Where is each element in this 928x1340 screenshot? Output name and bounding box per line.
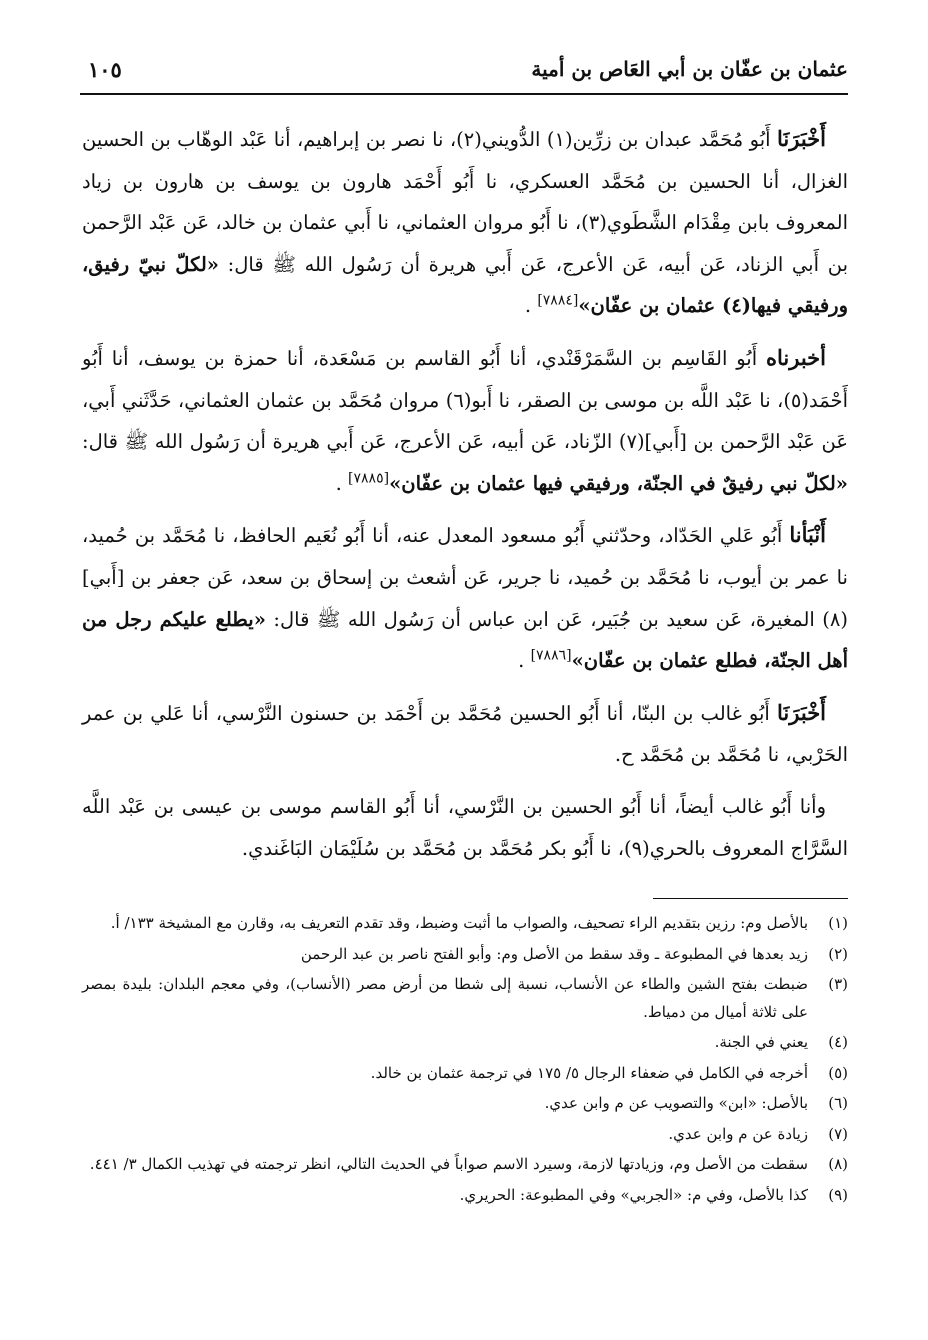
footnote-text: بالأصل: «ابن» والتصويب عن م وابن عدي. <box>544 1094 808 1112</box>
hadith-number: [٧٨٨٤] <box>537 292 579 309</box>
footnote-text: زيد بعدها في المطبوعة ـ وقد سقط من الأصل وم: وأبو الفتح ناصر بن عبد الرحمن <box>300 944 808 963</box>
footnote <box>82 1029 848 1057</box>
footnote-text: زيادة عن م وابن عدي. <box>668 1124 808 1143</box>
footnote-text: كذا بالأصل، وفي م: «الجربي» وفي المطبوعة: الحريري. <box>459 1185 808 1204</box>
paragraph-3 <box>82 514 848 681</box>
footnote <box>82 1060 848 1088</box>
footnote <box>82 941 848 969</box>
footnote <box>82 1182 848 1210</box>
paragraph-end: . <box>518 649 525 673</box>
footnote-divider <box>653 898 848 899</box>
footnote <box>82 1121 848 1149</box>
footnote-number: (١) <box>828 914 848 932</box>
hadith-number: [٧٨٨٦] <box>530 647 572 664</box>
paragraph-2 <box>82 337 848 504</box>
footnote <box>82 1151 848 1179</box>
footnote-number: (٢) <box>828 944 848 963</box>
footnote <box>82 971 848 1026</box>
header-rule <box>80 93 848 95</box>
hadith-text: «لكلّ نبيّ رفيق، ورفيقي فيها(٤) عثمان بن عفّان» <box>82 252 848 318</box>
paragraph-end: . <box>335 471 342 495</box>
running-title: عثمان بن عفّان بن أبي العَاص بن أمية <box>531 57 848 81</box>
paragraph-end: . <box>524 294 532 318</box>
paragraph-5 <box>82 786 848 869</box>
paragraph-text: أَبُو القَاسِم بن السَّمَرْقَنْدي، أنا أَبُو القاسم بن مَسْعَدة، أنا حمزة بن يوسف، أنا أَبُو أَحْمَد(٥)، نا عَبْد اللَّه بن موسى بن الصقر، نا أَبو(٦) مروان مُحَمَّد بن عثمان العثماني، حَدَّثَني أَبي، عَن عَبْد الرَّحمن بن [أَبي](٧) الزّناد، عَن أبيه، عَن الأعرج، عَن أَبي هريرة أن رَسُول الله ﷺ قال: <box>82 346 848 454</box>
page-number: ١٠٥ <box>88 57 122 82</box>
footnotes <box>82 910 848 1212</box>
paragraph-4 <box>82 692 848 776</box>
footnote-number: (٣) <box>828 975 848 993</box>
main-text <box>82 118 848 879</box>
paragraph-text: أَبُو غالب بن البنّا، أنا أَبُو الحسين مُحَمَّد بن أَحْمَد بن حسنون النَّرْسي، أنا عَلي بن عمر الحَرْبي، نا مُحَمَّد بن مُحَمَّد ح. <box>82 701 848 767</box>
paragraph-lead: أَنْبَأنا <box>789 522 826 548</box>
footnote <box>82 1090 848 1118</box>
paragraph-lead: أَخْبَرَنَا <box>777 126 826 151</box>
footnote-number: (٥) <box>828 1063 848 1082</box>
hadith-text: «يطلع عليكم رجل من أهل الجنّة، فطلع عثمان بن عفّان» <box>82 607 848 673</box>
footnote-text: سقطت من الأصل وم، وزيادتها لازمة، وسيرد الاسم صواباً في الحديث التالي، انظر ترجمته في تهذيب الكمال ٣/ ٤٤١. <box>89 1155 808 1173</box>
paragraph-lead: أَخْبَرَنَا <box>777 699 827 725</box>
footnote-number: (٩) <box>828 1185 848 1204</box>
footnote-text: ضبطت بفتح الشين والطاء عن الأنساب، نسبة إلى شطا من أرض مصر (الأنساب)، وفي معجم البلدان: بليدة بمصر على ثلاثة أميال من دمياط. <box>82 975 808 1021</box>
footnote-text: أخرجه في الكامل في ضعفاء الرجال ٥/ ١٧٥ في ترجمة عثمان بن خالد. <box>370 1063 808 1082</box>
footnote-number: (٤) <box>828 1033 848 1051</box>
footnote-text: بالأصل وم: رزين بتقديم الراء تصحيف، والصواب ما أثبت وضبط، وقد تقدم التعريف به، وقارن مع المشيخة ١٣٣/ أ. <box>110 914 808 932</box>
footnote-number: (٨) <box>828 1155 848 1173</box>
paragraph-text: أَبُو مُحَمَّد عبدان بن زرِّين(١) الدُّويني(٢)، نا نصر بن إبراهيم، أنا عَبْد الوهّاب بن الحسين الغزال، أنا الحسين بن مُحَمَّد العسكري، نا أَبُو أَحْمَد هارون بن يوسف بن هارون بن زياد المعروف بابن مِقْدَام الشَّطَوي(٣)، نا أَبُو مروان العثماني، نا أَبي عثمان بن خالد، عَن عَبْد الرَّحمن بن أَبي الزناد، عَن أبيه، عَن الأعرج، عَن أَبي هريرة أن رَسُول الله ﷺ قال: <box>82 128 848 276</box>
paragraph-text: وأنا أَبُو غالب أيضاً، أنا أَبُو الحسين بن النَّرْسي، أنا أَبُو القاسم موسى بن عيسى بن عَبْد اللَّه السَّرَّاج المعروف بالحري(٩)، نا أَبُو بكر مُحَمَّد بن مُحَمَّد بن سُلَيْمَان البَاغَندي. <box>82 794 848 860</box>
paragraph-1 <box>82 118 848 327</box>
page-header <box>80 55 848 95</box>
hadith-text: «لكلّ نبي رفيقٌ في الجنّة، ورفيقي فيها عثمان بن عفّان» <box>389 471 848 495</box>
paragraph-text: أَبُو عَلي الحَدّاد، وحدّثني أَبُو مسعود المعدل عنه، أنا أَبُو نُعَيم الحافظ، نا مُحَمَّد بن حُميد، نا عمر بن أيوب، نا مُحَمَّد بن حُميد، نا جرير، عَن أشعث بن إسحاق بن سعد، عَن جعفر بن [أَبي](٨) المغيرة، عَن سعيد بن جُبَير، عَن ابن عباس أن رَسُول الله ﷺ قال: <box>82 524 848 631</box>
footnote <box>82 910 848 938</box>
footnote-number: (٧) <box>828 1124 848 1143</box>
footnote-text: يعني في الجنة. <box>714 1033 808 1051</box>
hadith-number: [٧٨٨٥] <box>348 470 390 487</box>
paragraph-lead: أخبرناه <box>766 344 827 370</box>
footnote-number: (٦) <box>828 1094 848 1112</box>
